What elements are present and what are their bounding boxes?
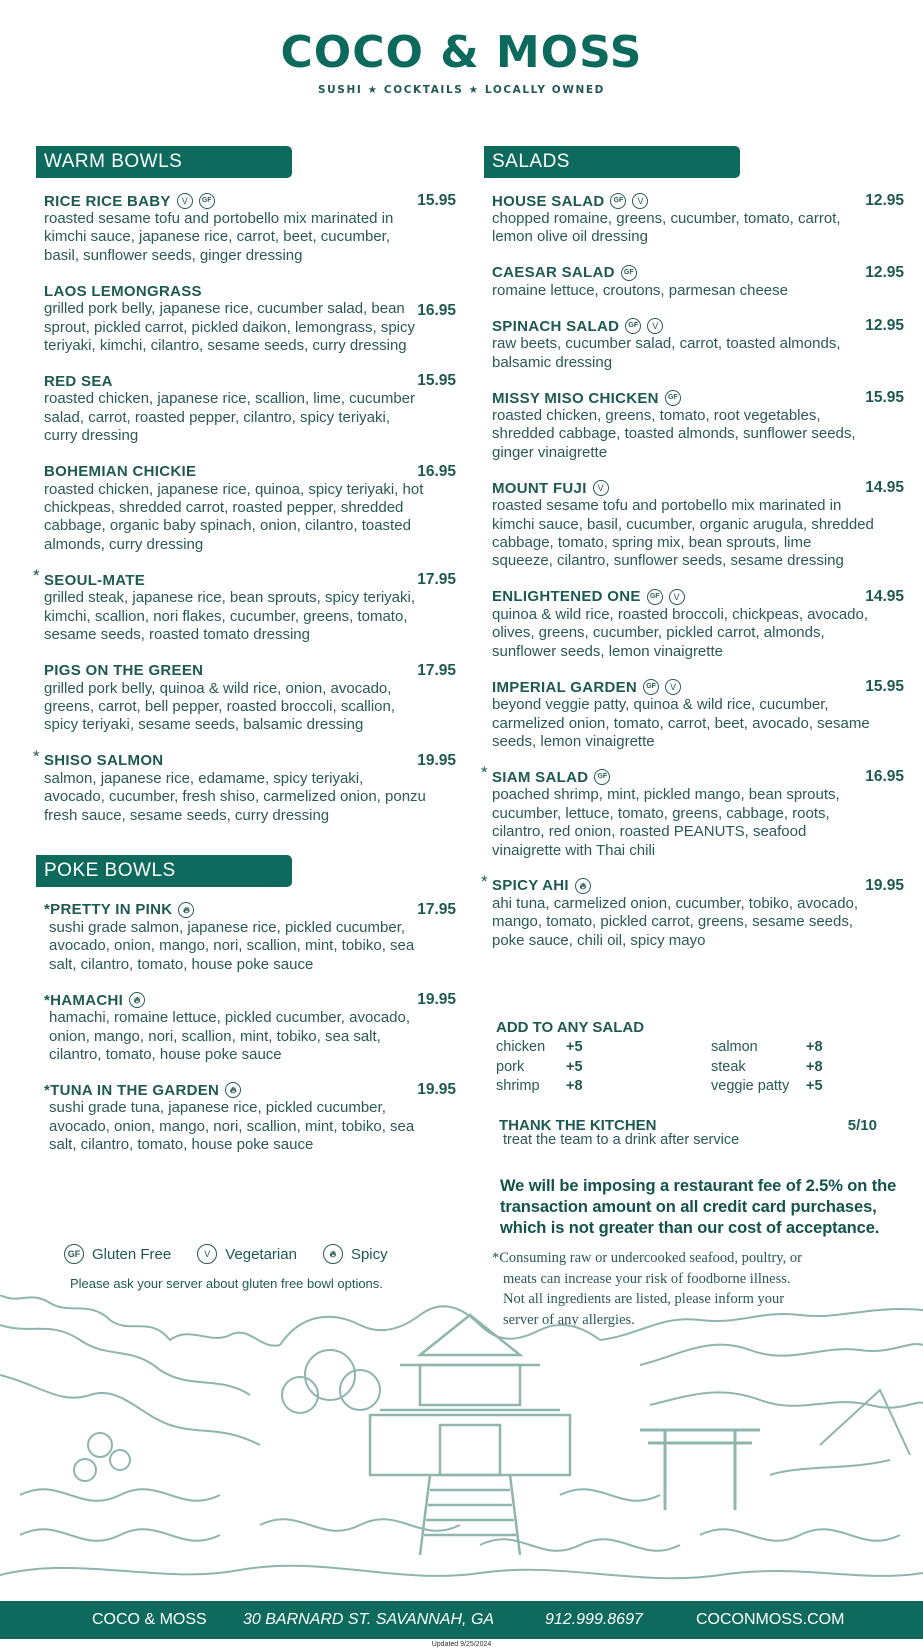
- item-price: 17.95: [417, 661, 456, 679]
- menu-item: [33, 746, 456, 825]
- menu-item: [36, 192, 456, 265]
- menu-item: [36, 1081, 456, 1154]
- item-price: 19.95: [417, 751, 456, 769]
- item-price: 19.95: [865, 876, 904, 894]
- item-name: *TUNA IN THE GARDEN: [44, 1081, 220, 1099]
- gluten-free-icon: GF: [643, 679, 659, 695]
- gluten-free-icon: GF: [647, 589, 663, 605]
- menu-item: [481, 763, 904, 860]
- item-name: SHISO SALMON: [44, 752, 164, 770]
- item-price: 15.95: [417, 372, 456, 390]
- addon-price: +8: [806, 1039, 823, 1055]
- menu-item: [484, 192, 904, 247]
- item-description: roasted sesame tofu and portobello mix marinated in kimchi sauce, basil, cucumber, organic arugula, shredded cabbage, tomato, spring mix, bean sprouts, lime squeeze, cilantro, sunflower seeds, sesame dressing: [492, 497, 874, 570]
- menu-item: [484, 678, 904, 751]
- item-name: *HAMACHI: [44, 991, 124, 1009]
- legend-label: Spicy: [350, 1245, 388, 1263]
- gluten-free-icon: GF: [621, 265, 637, 281]
- item-description: roasted sesame tofu and portobello mix marinated in kimchi sauce, japanese rice, carrot, beet, cucumber, basil, sunflower seeds, ginger dressing: [44, 210, 394, 264]
- vegetarian-icon: V: [665, 679, 681, 695]
- item-description: roasted chicken, greens, tomato, root vegetables, shredded cabbage, toasted almonds, sunflower seeds, ginger vinaigrette: [492, 407, 856, 461]
- item-name: LAOS LEMONGRASS: [44, 282, 202, 300]
- item-price: 16.95: [417, 462, 456, 480]
- item-description: grilled pork belly, japanese rice, cucumber salad, bean sprout, pickled carrot, pickled daikon, lemongrass, spicy teriyaki, kimchi, cilantro, sesame seeds, curry dressing: [44, 300, 416, 355]
- kitchen-price: 5/10: [847, 1117, 877, 1134]
- spicy-icon: 🔥︎: [225, 1082, 241, 1098]
- gluten-free-icon: GF: [610, 193, 626, 209]
- spicy-icon: 🔥︎: [178, 902, 194, 918]
- right-column: [481, 146, 904, 950]
- updated-date: Updated 9/25/2024: [431, 1641, 492, 1648]
- menu-item: [36, 463, 456, 555]
- item-price: 17.95: [417, 900, 456, 918]
- item-name: PIGS ON THE GREEN: [44, 662, 204, 679]
- menu-item: [484, 479, 904, 571]
- menu-item: [33, 566, 456, 644]
- item-name: SPINACH SALAD: [492, 317, 620, 335]
- item-description: hamachi, romaine lettuce, pickled cucumber, avocado, onion, mango, nori, scallion, mint, tobiko, sea salt, cilantro, tomato, house poke sauce: [49, 1009, 411, 1063]
- footer-website[interactable]: COCONMOSS.COM: [696, 1611, 845, 1628]
- item-price: 15.95: [865, 678, 904, 696]
- item-description: beyond veggie patty, quinoa & wild rice, cucumber, carmelized onion, tomato, carrot, beet, avocado, sesame seeds, lemon vinaigrette: [492, 696, 870, 750]
- item-name: SEOUL-MATE: [44, 571, 146, 589]
- item-price: 19.95: [417, 1081, 456, 1099]
- footer: [0, 1601, 923, 1639]
- vegetarian-icon: V: [632, 193, 648, 209]
- addon-price: +5: [566, 1058, 583, 1075]
- legend-label: Vegetarian: [225, 1245, 297, 1263]
- brand-logo: COCO & MOSS: [280, 27, 643, 78]
- item-description: grilled pork belly, quinoa & wild rice, onion, avocado, greens, carrot, bell pepper, roasted broccoli, scallion, spicy teriyaki, sesame seeds, balsamic dressing: [44, 679, 396, 734]
- legend-spicy: [323, 1244, 388, 1264]
- asterisk-raw-icon: *: [33, 566, 40, 586]
- legend-gluten-free: [64, 1244, 171, 1264]
- gluten-free-icon: GF: [665, 390, 681, 406]
- item-name: CAESAR SALAD: [492, 264, 615, 282]
- dietary-legend: [64, 1244, 414, 1264]
- legend-label: Gluten Free: [92, 1245, 172, 1263]
- menu-item: [36, 282, 456, 355]
- menu-item: [484, 588, 904, 661]
- menu-item: [481, 871, 904, 950]
- item-name: ENLIGHTENED ONE: [492, 588, 641, 606]
- item-description: ahi tuna, carmelized onion, cucumber, tobiko, avocado, mango, tomato, pickled carrot, greens, sesame seeds, poke sauce, chili oil, spicy mayo: [492, 894, 859, 949]
- item-price: 12.95: [865, 192, 904, 209]
- warm-bowls-heading: WARM BOWLS: [36, 146, 292, 178]
- item-description: sushi grade tuna, japanese rice, pickled cucumber, avocado, onion, mango, nori, scallion, mint, tobiko, sea salt, cilantro, tomato, house poke sauce: [49, 1099, 415, 1154]
- spicy-icon: 🔥︎: [129, 992, 145, 1008]
- menu-item: [36, 991, 456, 1064]
- addon-name: veggie patty: [711, 1078, 790, 1094]
- kitchen-title: THANK THE KITCHEN: [499, 1117, 657, 1134]
- menu-item: [36, 372, 456, 445]
- item-name: RICE RICE BABY: [44, 192, 171, 210]
- landscape-illustration: [0, 1295, 923, 1597]
- item-name: HOUSE SALAD: [492, 192, 605, 210]
- asterisk-raw-icon: *: [481, 871, 488, 891]
- item-name: SIAM SALAD: [492, 768, 589, 786]
- menu-item: [484, 317, 904, 372]
- addon-price: +5: [566, 1039, 583, 1055]
- poke-bowls-heading: POKE BOWLS: [36, 855, 292, 887]
- item-name: SPICY AHI: [492, 877, 569, 895]
- legend-vegetarian: [197, 1244, 297, 1264]
- item-description: grilled steak, japanese rice, bean sprouts, spicy teriyaki, kimchi, scallion, nori flakes, cucumber, greens, tomato, sesame seeds, roasted tomato dressing: [44, 589, 416, 644]
- add-to-salad: [496, 1019, 856, 1096]
- footer-phone[interactable]: 912.999.8697: [545, 1611, 643, 1628]
- item-price: 12.95: [865, 317, 904, 335]
- item-description: salmon, japanese rice, edamame, spicy teriyaki, avocado, cucumber, fresh shiso, carmelized onion, ponzu fresh sauce, sesame seeds, curry dressing: [44, 769, 426, 824]
- item-description: raw beets, cucumber salad, carrot, toasted almonds, balsamic dressing: [492, 335, 841, 371]
- warning-line: *Consuming raw or undercooked seafood, poultry, or: [492, 1250, 802, 1266]
- item-name: MOUNT FUJI: [492, 479, 587, 497]
- item-name: RED SEA: [44, 372, 113, 390]
- menu-item: [484, 264, 904, 300]
- thank-the-kitchen: [499, 1117, 877, 1148]
- item-description: poached shrimp, mint, pickled mango, bean sprouts, cucumber, lettuce, tomato, greens, cabbage, roots, cilantro, red onion, roasted PEANUTS, seafood vinaigrette with Thai chili: [492, 786, 840, 859]
- addon-name: steak: [711, 1058, 746, 1075]
- menu-item: [36, 662, 456, 735]
- add-to-salad-grid: [496, 1038, 856, 1096]
- item-price: 15.95: [865, 389, 904, 407]
- asterisk-raw-icon: *: [481, 763, 488, 783]
- fee-notice: We will be imposing a restaurant fee of 2.5% on the transaction amount on all credit card purchases, which is not greater than our cost of acceptance.: [500, 1177, 897, 1237]
- item-description: quinoa & wild rice, roasted broccoli, chickpeas, avocado, olives, greens, cucumber, pickled carrot, almonds, sunflower seeds, lemon vinaigrette: [492, 605, 869, 660]
- addon-price: +5: [806, 1078, 823, 1094]
- vegetarian-icon: V: [177, 193, 193, 209]
- warning-line: Not all ingredients are listed, please inform your: [503, 1291, 785, 1307]
- gluten-free-icon: GF: [625, 318, 641, 334]
- item-description: sushi grade salmon, japanese rice, pickled cucumber, avocado, onion, mango, nori, scallion, mint, tobiko, sea salt, cilantro, tomato, house poke sauce: [49, 918, 415, 973]
- item-name: MISSY MISO CHICKEN: [492, 389, 659, 407]
- item-name: BOHEMIAN CHICKIE: [44, 463, 197, 481]
- addon-name: pork: [496, 1058, 525, 1075]
- gluten-free-icon: GF: [64, 1244, 84, 1264]
- addon-price: +8: [566, 1078, 583, 1094]
- item-price: 15.95: [417, 192, 456, 209]
- item-price: 16.95: [865, 768, 904, 786]
- menu-item: [36, 901, 456, 974]
- vegetarian-icon: V: [197, 1244, 217, 1264]
- gluten-free-note: Please ask your server about gluten free bowl options.: [70, 1276, 383, 1291]
- add-to-salad-title: ADD TO ANY SALAD: [496, 1019, 645, 1036]
- gluten-free-icon: GF: [594, 769, 610, 785]
- item-price: 14.95: [865, 587, 904, 605]
- vegetarian-icon: V: [593, 480, 609, 496]
- item-description: roasted chicken, japanese rice, scallion, lime, cucumber salad, carrot, roasted pepper, cilantro, spicy teriyaki, curry dressing: [44, 390, 416, 445]
- addon-name: chicken: [496, 1039, 546, 1055]
- gluten-free-icon: GF: [199, 193, 215, 209]
- left-column: [33, 146, 456, 1155]
- asterisk-raw-icon: *: [33, 746, 40, 766]
- item-name: *PRETTY IN PINK: [44, 901, 173, 919]
- footer-name: COCO & MOSS: [92, 1611, 207, 1628]
- item-price: 14.95: [865, 479, 904, 497]
- item-name: IMPERIAL GARDEN: [492, 678, 638, 696]
- spicy-icon: 🔥︎: [575, 878, 591, 894]
- header: [0, 22, 923, 96]
- tagline: SUSHI ★ COCKTAILS ★ LOCALLY OWNED: [318, 84, 605, 96]
- menu-item: [484, 389, 904, 462]
- vegetarian-icon: V: [669, 589, 685, 605]
- kitchen-description: treat the team to a drink after service: [503, 1132, 740, 1148]
- spicy-icon: 🔥︎: [323, 1244, 343, 1264]
- addon-price: +8: [806, 1058, 823, 1075]
- warning-line: meats can increase your risk of foodborne illness.: [503, 1270, 791, 1287]
- item-description: roasted chicken, japanese rice, quinoa, spicy teriyaki, hot chickpeas, shredded carrot, roasted pepper, shredded cabbage, organic baby spinach, onion, cilantro, toasted almonds, curry dressing: [44, 480, 424, 553]
- footer-address: 30 BARNARD ST. SAVANNAH, GA: [243, 1611, 495, 1628]
- item-price: 17.95: [417, 571, 456, 589]
- vegetarian-icon: V: [647, 318, 663, 334]
- warning-line: server of any allergies.: [503, 1311, 635, 1328]
- salads-heading: SALADS: [484, 146, 740, 178]
- addon-name: shrimp: [496, 1078, 540, 1094]
- item-price: 12.95: [865, 263, 904, 281]
- item-price: 19.95: [417, 991, 456, 1009]
- item-price: 16.95: [417, 302, 456, 320]
- item-description: chopped romaine, greens, cucumber, tomato, carrot, lemon olive oil dressing: [492, 210, 841, 246]
- item-description: romaine lettuce, croutons, parmesan cheese: [492, 281, 788, 299]
- addon-name: salmon: [711, 1039, 758, 1055]
